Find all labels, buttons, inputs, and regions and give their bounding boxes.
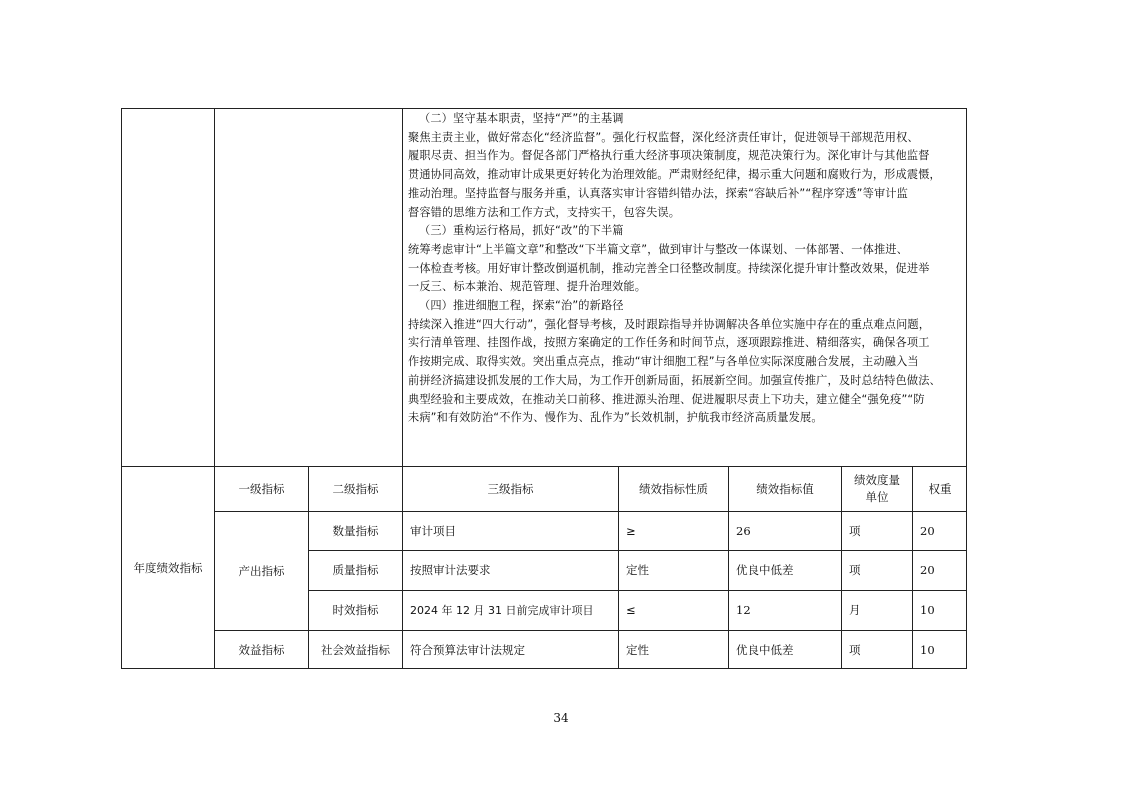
cell-level3: 符合预算法审计法规定 <box>410 642 525 657</box>
paragraph-line: 典型经验和主要成效，在推动关口前移、推进源头治理、促进履职尽责上下功夫，建立健全“强免疫”“防 <box>408 392 925 406</box>
cell-nature: ≤ <box>626 603 636 617</box>
cell-unit: 项 <box>849 642 861 657</box>
cell-value: 优良中低差 <box>736 642 794 657</box>
paragraph-line: 实行清单管理、挂图作战，按照方案确定的工作任务和时间节点，逐项跟踪推进、精细落实，确保各项工 <box>408 336 930 350</box>
cell-level3: 2024 年 12 月 31 日前完成审计项目 <box>410 604 594 617</box>
group-output-label: 产出指标 <box>238 563 285 578</box>
cell-value: 12 <box>736 603 751 617</box>
header-unit-text: 绩效度量单位 <box>854 473 900 504</box>
header-level1: 一级指标 <box>238 481 285 496</box>
paragraph-line: 聚焦主责主业，做好常态化“经济监督”。强化行权监督，深化经济责任审计，促进领导干部规范用权、 <box>408 130 919 144</box>
section-label: 年度绩效指标 <box>133 560 203 575</box>
cell-weight: 20 <box>920 563 935 577</box>
cell-level3: 按照审计法要求 <box>410 563 491 577</box>
cell-level2: 数量指标 <box>332 523 379 538</box>
paragraph-line: 作按期完成、取得实效。突出重点亮点，推动“审计细胞工程”与各单位实际深度融合发展，主动融入当 <box>408 355 919 369</box>
header-unit <box>842 467 912 511</box>
col-divider <box>402 108 403 466</box>
cell-nature: 定性 <box>626 642 649 657</box>
paragraph-line: 统筹考虑审计“上半篇文章”和整改“下半篇文章”，做到审计与整改一体谋划、一体部署、一体推进、 <box>408 242 908 256</box>
cell-weight: 10 <box>920 642 935 657</box>
header-value: 绩效指标值 <box>756 481 814 496</box>
cell-level2: 质量指标 <box>332 563 379 577</box>
cell-weight: 20 <box>920 523 935 538</box>
cell-unit: 项 <box>849 523 861 538</box>
heading-line: （四）推进细胞工程，探索“治”的新路径 <box>419 299 624 313</box>
cell-level3: 审计项目 <box>410 523 456 538</box>
paragraph-line: 推动治理。坚持监督与服务并重，认真落实审计容错纠错办法，探索“容缺后补”“程序穿透”等审计监 <box>408 186 908 200</box>
heading-line: （二）坚守基本职责，坚持“严”的主基调 <box>419 112 624 125</box>
paragraph-line: 持续深入推进“四大行动”，强化督导考核，及时跟踪指导并协调解决各单位实施中存在的重点难点问题， <box>408 317 931 331</box>
group-benefit-label: 效益指标 <box>238 642 285 657</box>
cell-level2: 社会效益指标 <box>321 642 390 657</box>
cell-nature: ≥ <box>626 523 636 538</box>
cell-value: 26 <box>736 523 751 538</box>
header-nature: 绩效指标性质 <box>639 481 708 496</box>
paragraph-line: 贯通协同高效，推动审计成果更好转化为治理效能。严肃财经纪律，揭示重大问题和腐败行为，形成震慑， <box>408 168 941 182</box>
cell-nature: 定性 <box>626 563 649 577</box>
paragraph-line: 未病”和有效防治“不作为、慢作为、乱作为”长效机制，护航我市经济高质量发展。 <box>408 411 823 425</box>
header-level2: 二级指标 <box>332 481 379 496</box>
cell-unit: 项 <box>849 563 861 577</box>
page-number: 34 <box>553 711 569 725</box>
cell-unit: 月 <box>849 603 861 617</box>
heading-line: （三）重构运行格局，抓好“改”的下半篇 <box>419 224 624 238</box>
paragraph-line: 一反三、标本兼治、规范管理、提升治理效能。 <box>408 280 647 294</box>
header-level3: 三级指标 <box>487 481 534 496</box>
header-weight: 权重 <box>928 481 952 496</box>
cell-weight: 10 <box>920 603 935 617</box>
cell-value: 优良中低差 <box>736 563 794 577</box>
paragraph-line: 履职尽责、担当作为。督促各部门严格执行重大经济事项决策制度，规范决策行为。深化审计与其他监督 <box>408 149 930 163</box>
paragraph-line: 督容错的思维方法和工作方式，支持实干，包容失误。 <box>408 205 681 219</box>
cell-level2: 时效指标 <box>332 603 379 617</box>
narrative-text <box>408 110 963 428</box>
paragraph-line: 一体检查考核。用好审计整改倒逼机制，推动完善全口径整改制度。持续深化提升审计整改效果，促进举 <box>408 261 930 275</box>
paragraph-line: 前拼经济搞建设抓发展的工作大局，为工作开创新局面，拓展新空间。加强宣传推广，及时总结特色做法、 <box>408 373 941 387</box>
